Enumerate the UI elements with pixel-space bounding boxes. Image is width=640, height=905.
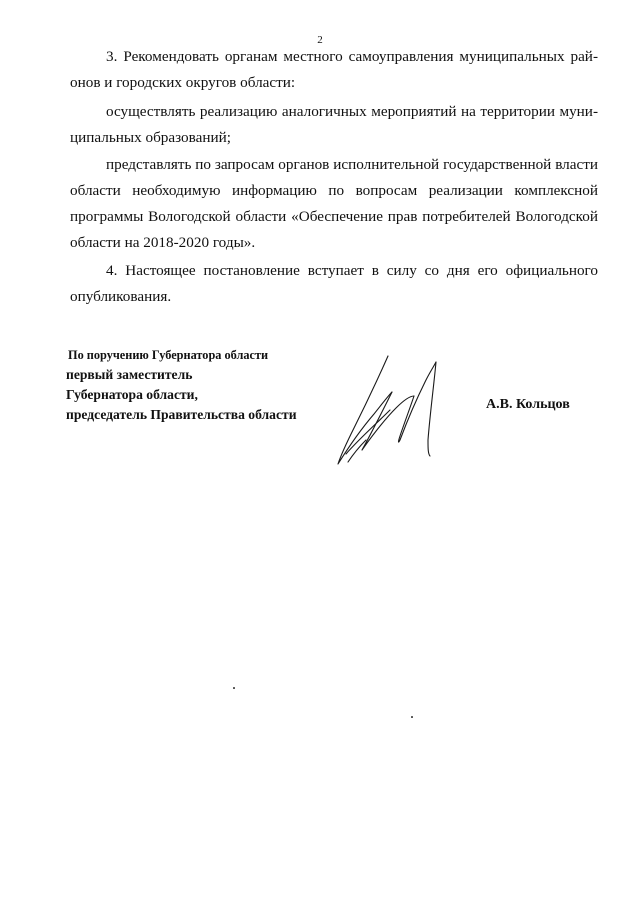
paragraph-3-recommend: 3. Рекомендовать органам местного самоуправления муниципальных районов и городских округов области: [70,48,598,91]
paragraph-4-entry-into-force: 4. Настоящее постановление вступает в силу со дня его официального опубликования. [70,262,598,305]
signatory-name: А.В. Кольцов [486,397,570,412]
scan-speck [411,716,413,718]
paragraph-implement-measures: осуществлять реализацию аналогичных мероприятий на территории муниципальных образований; [70,103,598,146]
page-number: 2 [317,34,323,46]
position-line-2: Губернатора области, [66,387,198,402]
position-line-1: первый заместитель [66,367,193,382]
handwritten-signature [318,344,458,472]
signatory-title-block [66,345,297,425]
on-behalf-line: По поручению Губернатора области [68,348,269,362]
paragraph-provide-information: представлять по запросам органов исполнительной государственной власти области необходимую информацию по вопросам реализации комплексной программы Вологодской области «Обеспечение прав потребителей Вологодской области на 2018-2020 годы». [70,156,598,251]
position-line-3: председатель Правительства области [66,407,297,422]
scan-speck [233,687,235,689]
